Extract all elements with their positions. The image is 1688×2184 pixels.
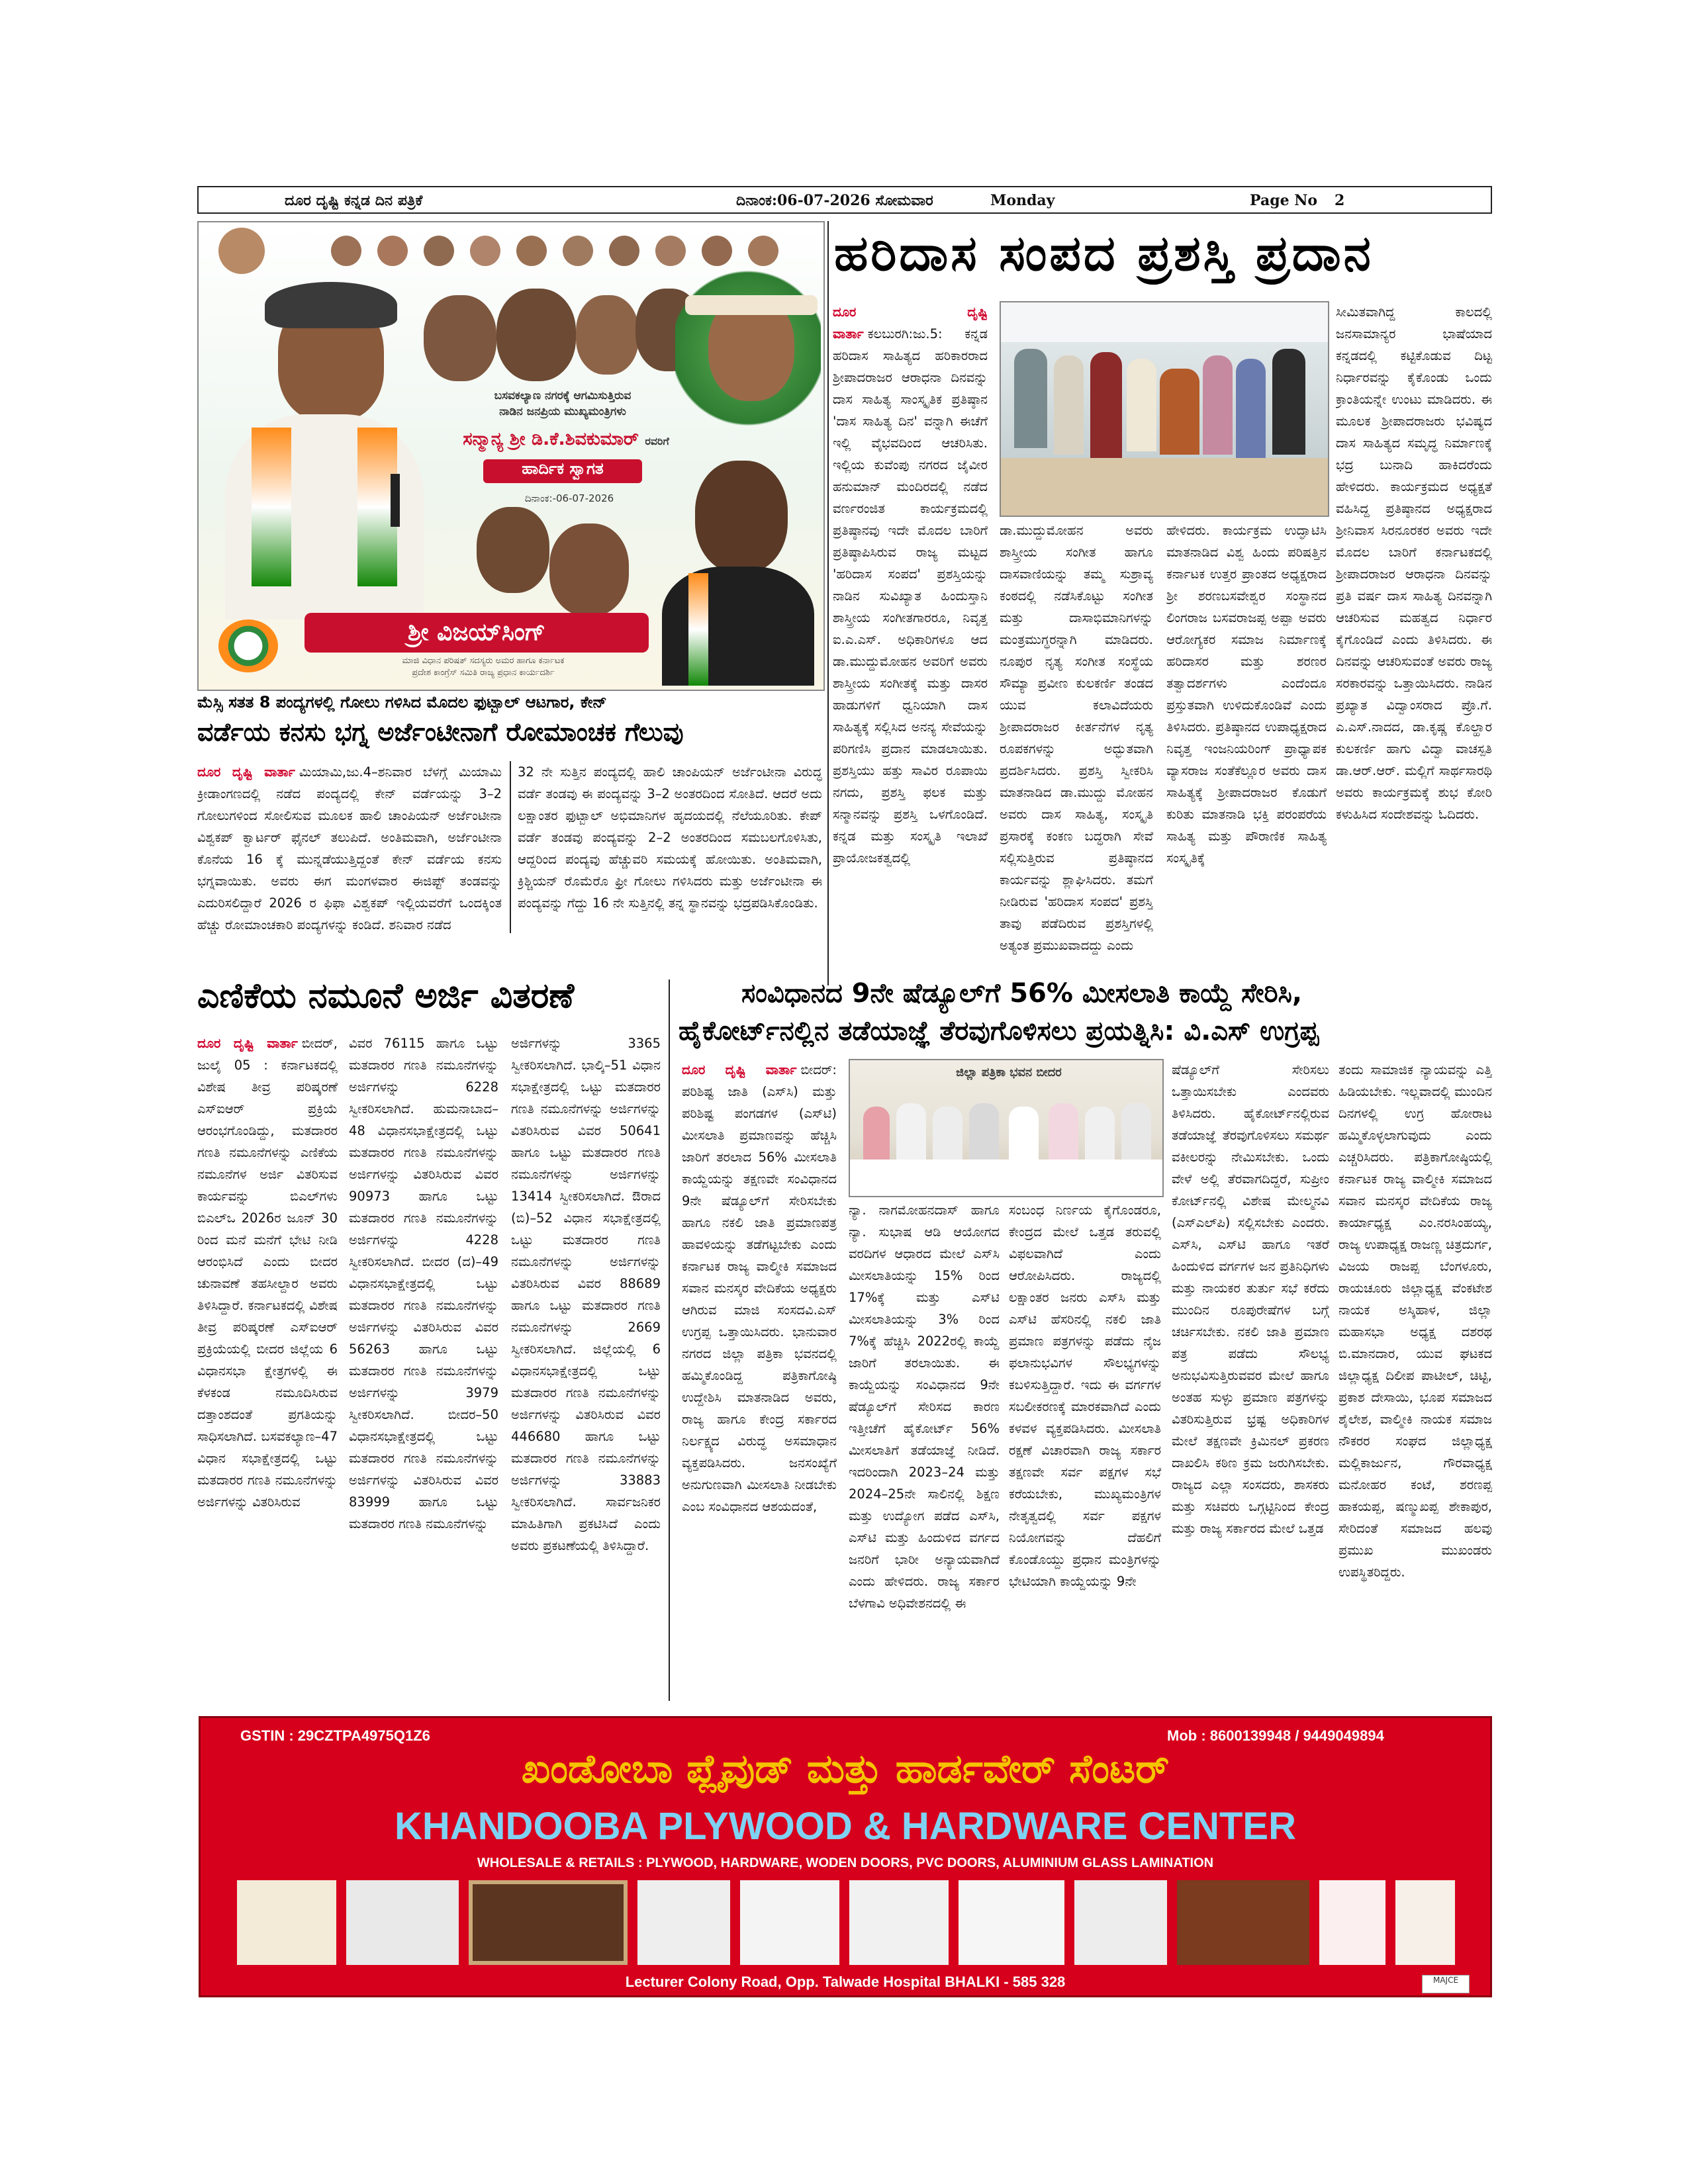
ad-title-kannada: ಖಂಡೋಬಾ ಪ್ಲೈವುಡ್ ಮತ್ತು ಹಾರ್ಡವೇರ್ ಸೆಂಟರ್ <box>521 1746 1170 1792</box>
avatar <box>655 236 686 266</box>
ad-badge: MAJCE <box>1422 1975 1470 1993</box>
avatar <box>609 236 639 266</box>
messi-headline: ವರ್ಡೆಯ ಕನಸು ಭಗ್ನ ಅರ್ಜೆಂಟೀನಾಗೆ ರೋಮಾಂಚಕ ಗೆಲುವು <box>197 717 684 747</box>
poster-host-line-1: ಮಾಜಿ ವಿಧಾನ ಪರಿಷತ್ ಸದಸ್ಯರು ಅಮರ ಹಾಗೂ ಕರ್ನಾಟಕ <box>402 656 565 666</box>
shower-icon <box>1074 1880 1167 1965</box>
page-header <box>197 186 1492 214</box>
leader-thumbnails <box>218 228 814 267</box>
leader-group <box>424 269 702 381</box>
poster-line-2: ನಾಡಿನ ಜನಪ್ರಿಯ ಮುಖ್ಯಮಂತ್ರಿಗಳು <box>499 405 626 418</box>
press-meet-photo <box>849 1059 1164 1197</box>
poster-host-line-2: ಪ್ರದೇಶ ಕಾಂಗ್ರೆಸ್ ಸಮಿತಿ ರಾಜ್ಯ ಪ್ರಧಾನ ಕಾರ್ಯದರ್ಶಿ <box>412 668 555 678</box>
messi-column-1: ದೂರ ದೃಷ್ಟಿ ವಾರ್ತಾ ಮಿಯಾಮಿ,ಜು.4–ಶನಿವಾರ ಬೆಳಗ್ಗೆ ಮಿಯಾಮಿ ಕ್ರೀಡಾಂಗಣದಲ್ಲಿ ನಡೆದ ಪಂದ್ಯದಲ್ಲಿ ಕೇನ್ ವರ್ಡೆಯನ್ನು 3–2 ಗೋಲುಗಳಿಂದ ಸೋಲಿಸುವ ಮೂಲಕ ಹಾಲಿ ಚಾಂಪಿಯನ್ ಅರ್ಜೆಂಟೀನಾ ವಿಶ್ವಕಪ್ ಕ್ವಾರ್ಟರ್ ಫೈನಲ್ ತಲುಪಿದೆ. ಅಂತಿಮವಾಗಿ, ಅರ್ಜೆಂಟೀನಾ ಕೊನೆಯ 16 ಕ್ಕೆ ಮುನ್ನಡೆಯುತ್ತಿದ್ದಂತೆ ಕೇನ್ ವರ್ಡೆಯ ಕನಸು ಭಗ್ನವಾಯಿತು. ಅವರು ಈಗ ಮಂಗಳವಾರ ಈಜಿಪ್ಟ್ ತಂಡವನ್ನು ಎದುರಿಸಲಿದ್ದಾರೆ 2026 ರ ಫಿಫಾ ವಿಶ್ವಕಪ್ ಇಲ್ಲಿಯವರೆಗೆ ಒಂದಕ್ಕಿಂತ ಹೆಚ್ಚು ರೋಮಾಂಚಕಾರಿ ಪಂದ್ಯಗಳನ್ನು ಕಂಡಿದೆ. ಶನಿವಾರ ನಡೆದ <box>197 764 502 933</box>
census-headline: ಎಣಿಕೆಯ ನಮೂನೆ ಅರ್ಜಿ ವಿತರಣೆ <box>197 976 575 1016</box>
census-column-3: ಅರ್ಜಿಗಳನ್ನು 3365 ಸ್ವೀಕರಿಸಲಾಗಿದೆ. ಭಾಲ್ಕಿ–51 ವಿಧಾನ ಸಭಾಕ್ಷೇತ್ರದಲ್ಲಿ ಒಟ್ಟು ಮತದಾರರ ಗಣತಿ ನಮೂನೆಗಳನ್ನು ಅರ್ಜಿಗಳನ್ನು ವಿತರಿಸಿರುವ ವಿವರ 50641 ಹಾಗೂ ಒಟ್ಟು ಮತದಾರರ ಗಣತಿ ನಮೂನೆಗಳನ್ನು ಅರ್ಜಿಗಳನ್ನು 13414 ಸ್ವೀಕರಿಸಲಾಗಿದೆ. ಔರಾದ (ಬಿ)–52 ವಿಧಾನ ಸಭಾಕ್ಷೇತ್ರದಲ್ಲಿ ಒಟ್ಟು ಮತದಾರರ ಗಣತಿ ನಮೂನೆಗಳನ್ನು ಅರ್ಜಿಗಳನ್ನು ವಿತರಿಸಿರುವ ವಿವರ 88689 ಹಾಗೂ ಒಟ್ಟು ಮತದಾರರ ಗಣತಿ ನಮೂನೆಗಳನ್ನು 2669 ಸ್ವೀಕರಿಸಲಾಗಿದೆ. ಜಿಲ್ಲೆಯಲ್ಲಿ 6 ವಿಧಾನಸಭಾಕ್ಷೇತ್ರದಲ್ಲಿ ಒಟ್ಟು ಮತದಾರರ ಗಣತಿ ನಮೂನೆಗಳನ್ನು ಅರ್ಜಿಗಳನ್ನು ವಿತರಿಸಿರುವ ವಿವರ 446680 ಹಾಗೂ ಒಟ್ಟು ಮತದಾರರ ಗಣತಿ ನಮೂನೆಗಳನ್ನು ಅರ್ಜಿಗಳನ್ನು 33883 ಸ್ವೀಕರಿಸಲಾಗಿದೆ. ಸಾರ್ವಜನಿಕರ ಮಾಹಿತಿಗಾಗಿ ಪ್ರಕಟಿಸಿದೆ ಎಂದು ಅವರು ಪ್ರಕಟಣೆಯಲ್ಲಿ ತಿಳಿಸಿದ್ದಾರೆ. <box>511 1036 661 1553</box>
avatar <box>424 236 454 266</box>
avatar <box>377 236 408 266</box>
poster-welcome: ಹಾರ್ದಿಕ ಸ್ವಾಗತ <box>483 459 642 483</box>
press-hall-sign: ಜಿಲ್ಲಾ ಪತ್ರಿಕಾ ಭವನ ಬೀದರ <box>956 1066 1062 1079</box>
messi-kicker: ಮೆಸ್ಸಿ ಸತತ 8 ಪಂದ್ಯಗಳಲ್ಲಿ ಗೋಲು ಗಳಿಸಿದ ಮೊದಲ ಫುಟ್ಬಾಲ್ ಆಟಗಾರ, ಕೇನ್ <box>197 693 607 711</box>
award-ceremony-photo <box>1000 301 1329 517</box>
poster-name-suffix: ರವರಿಗೆ <box>645 435 669 447</box>
avatar <box>702 236 732 266</box>
poster-host-name: ಶ್ರೀ ವಿಜಯ್‌ಸಿಂಗ್ <box>305 613 649 653</box>
paper-name: ದೂರ ದೃಷ್ಟಿ ಕನ್ನಡ ದಿನ ಪತ್ರಿಕೆ <box>285 192 423 209</box>
byline: ದೂರ ದೃಷ್ಟಿ ವಾರ್ತಾ <box>197 1036 298 1051</box>
host-portrait <box>662 447 814 686</box>
page-no-label: Page No <box>1250 192 1318 209</box>
haridasa-column-3: ಹೇಳಿದರು. ಕಾರ್ಯಕ್ರಮ ಉದ್ಘಾಟಿಸಿ ಮಾತನಾಡಿದ ವಿಶ್ವ ಹಿಂದು ಪರಿಷತ್ತಿನ ಕರ್ನಾಟಕ ಉತ್ತರ ಪ್ರಾಂತದ ಅಧ್ಯಕ್ಷರಾದ ಶ್ರೀ ಶರಣಬಸವೇಶ್ವರ ಸಂಸ್ಥಾನದ ಲಿಂಗರಾಜ ಬಸವರಾಜಪ್ಪ ಅಪ್ಪಾ ಅವರು ಆರೋಗ್ಯಕರ ಸಮಾಜ ನಿರ್ಮಾಣಕ್ಕೆ ಹರಿದಾಸರ ಮತ್ತು ಶರಣರ ತತ್ವಾದರ್ಶಗಳು ಎಂದೆಂದೂ ಪ್ರಸ್ತುತವಾಗಿ ಉಳಿದುಕೊಂಡಿವೆ ಎಂದು ತಿಳಿಸಿದರು. ಪ್ರತಿಷ್ಠಾನದ ಉಪಾಧ್ಯಕ್ಷರಾದ ನಿವೃತ್ತ ಇಂಜನಿಯರಿಂಗ್ ಪ್ರಾಧ್ಯಾಪಕ ವ್ಯಾಸರಾಜ ಸಂತೆಕೆಲ್ಲೂರ ಅವರು ದಾಸ ಸಾಹಿತ್ಯಕ್ಕೆ ಶ್ರೀಪಾದರಾಜರ ಕೊಡುಗೆ ಕುರಿತು ಮಾತನಾಡಿ ಭಕ್ತಿ ಪರಂಪರೆಯ ಸಾಹಿತ್ಯ ಮತ್ತು ಪೌರಾಣಿಕ ಸಾಹಿತ್ಯ ಸಂಸ್ಕೃತಿಕ್ಕೆ <box>1166 523 1327 866</box>
window-icon <box>469 1880 628 1965</box>
haridasa-column-4: ಸೀಮಿತವಾಗಿದ್ದ ಕಾಲದಲ್ಲಿ ಜನಸಾಮಾನ್ಯರ ಭಾಷೆಯಾದ ಕನ್ನಡದಲ್ಲಿ ಕಟ್ಟಿಕೊಡುವ ದಿಟ್ಟ ನಿರ್ಧಾರವನ್ನು ಕೈಕೊಂಡು ಒಂದು ಕ್ರಾಂತಿಯನ್ನೇ ಉಂಟು ಮಾಡಿದರು. ಈ ಮೂಲಕ ಶ್ರೀಪಾದರಾಜರು ಭವಿಷ್ಯದ ದಾಸ ಸಾಹಿತ್ಯದ ಸಮೃದ್ಧ ನಿರ್ಮಾಣಕ್ಕೆ ಭದ್ರ ಬುನಾದಿ ಹಾಕಿದರೆಂದು ಹೇಳಿದರು. ಕಾರ್ಯಕ್ರಮದ ಅಧ್ಯಕ್ಷತೆ ವಹಿಸಿದ್ದ ಪ್ರತಿಷ್ಠಾನದ ಅಧ್ಯಕ್ಷರಾದ ಶ್ರೀನಿವಾಸ ಸಿರನೂರಕರ ಅವರು ಇದೇ ಮೊದಲ ಬಾರಿಗೆ ಕರ್ನಾಟಕದಲ್ಲಿ ಶ್ರೀಪಾದರಾಜರ ಆರಾಧನಾ ದಿನವನ್ನು ಪ್ರತಿ ವರ್ಷ ದಾಸ ಸಾಹಿತ್ಯ ದಿನವನ್ನಾಗಿ ಆಚರಿಸುವ ಮಹತ್ವದ ನಿರ್ಧಾರ ಕೈಗೊಂಡಿದೆ ಎಂದು ತಿಳಿಸಿದರು. ಈ ದಿನವನ್ನು ಆಚರಿಸುವಂತೆ ಅವರು ರಾಜ್ಯ ಸರಕಾರವನ್ನು ಒತ್ತಾಯಿಸಿದರು. ನಾಡಿನ ಪ್ರಖ್ಯಾತ ವಿದ್ವಾಂಸರಾದ ಪ್ರೊ.ಗೆ. ಎ.ಎಸ್.ನಾದದ, ಡಾ.ಕೃಷ್ಣ ಕೊಲ್ಹಾರ ಕುಲಕರ್ಣಿ ಹಾಗು ವಿದ್ವಾ ವಾಚಸ್ಪತಿ ಡಾ.ಆರ್.ಆರ್. ಮಲ್ಲಿಗೆ ಸಾರ್ಥಸಾರಥಿ ಅವರು ಕಾರ್ಯಕ್ರಮಕ್ಕೆ ಶುಭ ಕೋರಿ ಕಳುಹಿಸಿದ ಸಂದೇಶವನ್ನು ಓದಿದರು. <box>1336 304 1492 822</box>
leader-portrait <box>477 507 549 593</box>
haridasa-headline: ಹರಿದಾಸ ಸಂಪದ ಪ್ರಶಸ್ತಿ ಪ್ರದಾನ <box>834 225 1374 282</box>
ad-mobile: Mob : 8600139948 / 9449049894 <box>1167 1727 1384 1744</box>
date-line: ದಿನಾಂಕ:06-07-2026 ಸೋಮವಾರ <box>736 192 933 209</box>
advertisement <box>199 1716 1492 1997</box>
byline: ದೂರ ದೃಷ್ಟಿ ವಾರ್ತಾ <box>682 1062 797 1077</box>
microphone-icon <box>391 474 400 527</box>
messi-column-2: 32 ನೇ ಸುತ್ತಿನ ಪಂದ್ಯದಲ್ಲಿ ಹಾಲಿ ಚಾಂಪಿಯನ್ ಅರ್ಜೆಂಟೀನಾ ವಿರುದ್ಧ ವರ್ಡೆ ತಂಡವು ಈ ಪಂದ್ಯವನ್ನು 3–2 ಅಂತರದಿಂದ ಸೋತಿದೆ. ಆದರೆ ಅದು ಲಕ್ಷಾಂತರ ಫುಟ್ಬಾಲ್ ಅಭಿಮಾನಿಗಳ ಹೃದಯದಲ್ಲಿ ನೆಲೆಯೂರಿತು. ಕೇಪ್ ವರ್ಡೆ ತಂಡವು ಪಂದ್ಯವನ್ನು 2–2 ಅಂತರದಿಂದ ಸಮಬಲಗೊಳಿಸಿತು, ಆದ್ದರಿಂದ ಪಂದ್ಯವು ಹೆಚ್ಚುವರಿ ಸಮಯಕ್ಕೆ ಹೋಯಿತು. ಅಂತಿಮವಾಗಿ, ಕ್ರಿಶ್ಚಿಯನ್ ರೊಮೆರೊ ಫ್ರೀ ಗೋಲು ಗಳಿಸಿದರು ಮತ್ತು ಅರ್ಜೆಂಟೀನಾ ಈ ಪಂದ್ಯವನ್ನು ಗೆದ್ದು 16 ನೇ ಸುತ್ತಿನಲ್ಲಿ ತನ್ನ ಸ್ಥಾನವನ್ನು ಭದ್ರಪಡಿಸಿಕೊಂಡಿತು. <box>518 764 822 911</box>
schedule-column-5: ತಂದು ಸಾಮಾಜಿಕ ನ್ಯಾಯವನ್ನು ಎತ್ತಿ ಹಿಡಿಯಬೇಕು. ಇಲ್ಲವಾದಲ್ಲಿ ಮುಂದಿನ ದಿನಗಳಲ್ಲಿ ಉಗ್ರ ಹೋರಾಟ ಹಮ್ಮಿಕೊಳ್ಳಲಾಗುವುದು ಎಂದು ಎಚ್ಚರಿಸಿದರು. ಪತ್ರಿಕಾಗೋಷ್ಠಿಯಲ್ಲಿ ಕರ್ನಾಟಕ ರಾಜ್ಯ ವಾಲ್ಮೀಕಿ ಸಮಾಜದ ಸವಾನ ಮನಸ್ಕರ ವೇದಿಕೆಯ ರಾಜ್ಯ ಕಾರ್ಯಾಧ್ಯಕ್ಷ ಎಂ.ನರಸಿಂಹಯ್ಯ, ರಾಜ್ಯ ಉಪಾಧ್ಯಕ್ಷ ರಾಜಣ್ಣ ಚಿತ್ರದುರ್ಗ, ವಿಜಯ ರಾಜಪ್ಪ ಬೆಂಗಳೂರು, ರಾಯಚೂರು ಜಿಲ್ಲಾಧ್ಯಕ್ಷ ವೆಂಕಟೇಶ ನಾಯಕ ಅಸ್ಕಿಹಾಳ, ಜಿಲ್ಲಾ ಮಹಾಸಭಾ ಅಧ್ಯಕ್ಷ ದಶರಥ ಬಿ.ಮಾನದಾರ, ಯುವ ಘಟಕದ ಜಿಲ್ಲಾಧ್ಯಕ್ಷ ದಿಲೀಪ ಪಾಟೀಲ್, ಚಿಟ್ಟಿ, ಪ್ರಕಾಶ ದೇಸಾಯಿ, ಭೂಪ ಸಮಾಜದ ಶೈಲೇಶ, ವಾಲ್ಮೀಕಿ ನಾಯಕ ಸಮಾಜ ನೌಕರರ ಸಂಘದ ಜಿಲ್ಲಾಧ್ಯಕ್ಷ ಮಲ್ಲಿಕಾರ್ಜುನ, ಗೌರವಾಧ್ಯಕ್ಷ ಮನೋಹರ ಕಂಟೆ, ಶರಣಪ್ಪ ಹಾಕಯಪ್ಪ, ಷಣ್ಮುಖಪ್ಪ ಶೇಕಾಪುರ, ಸೇರಿದಂತೆ ಸಮಾಜದ ಹಲವು ಪ್ರಮುಖ ಮುಖಂಡರು ಉಪಸ್ಥಿತರಿದ್ದರು. <box>1338 1062 1492 1580</box>
schedule-column-3: ಸಂಬಂಧ ನಿರ್ಣಯ ಕೈಗೊಂಡರೂ, ಕೇಂದ್ರದ ಮೇಲೆ ಒತ್ತಡ ತರುವಲ್ಲಿ ವಿಫಲವಾಗಿದೆ ಎಂದು ಆರೋಪಿಸಿದರು. ರಾಜ್ಯದಲ್ಲಿ ಲಕ್ಷಾಂತರ ಜನರು ಎಸ್‌ಸಿ ಮತ್ತು ಎಸ್‌ಟಿ ಹೆಸರಿನಲ್ಲಿ ನಕಲಿ ಜಾತಿ ಪ್ರಮಾಣ ಪತ್ರಗಳನ್ನು ಪಡೆದು ನೈಜ ಫಲಾನುಭವಿಗಳ ಸೌಲಭ್ಯಗಳನ್ನು ಕಬಳಿಸುತ್ತಿದ್ದಾರೆ. ಇದು ಈ ವರ್ಗಗಳ ಸಬಲೀಕರಣಕ್ಕೆ ಮಾರಕವಾಗಿದೆ ಎಂದು ಕಳವಳ ವ್ಯಕ್ತಪಡಿಸಿದರು. ಮೀಸಲಾತಿ ರಕ್ಷಣೆ ವಿಚಾರವಾಗಿ ರಾಜ್ಯ ಸರ್ಕಾರ ತಕ್ಷಣವೇ ಸರ್ವ ಪಕ್ಷಗಳ ಸಭೆ ಕರೆಯಬೇಕು, ಮುಖ್ಯಮಂತ್ರಿಗಳ ನೇತೃತ್ವದಲ್ಲಿ ಸರ್ವ ಪಕ್ಷಗಳ ನಿಯೋಗವನ್ನು ದೆಹಲಿಗೆ ಕೊಂಡೊಯ್ದು ಪ್ರಧಾನ ಮಂತ್ರಿಗಳನ್ನು ಭೇಟಿಯಾಗಿ ಕಾಯ್ದೆಯನ್ನು 9ನೇ <box>1009 1203 1161 1589</box>
poster-date: ದಿನಾಂಕ:-06-07-2026 <box>524 492 614 504</box>
schedule-headline-2: ಹೈಕೋರ್ಟ್‌ನಲ್ಲಿನ ತಡೆಯಾಜ್ಞೆ ತೆರವುಗೊಳಿಸಲು ಪ್ರಯತ್ನಿಸಿ: ವಿ.ಎಸ್ ಉಗ್ರಪ್ಪ <box>679 1016 1319 1046</box>
bath-fittings-icon <box>959 1880 1064 1965</box>
haridasa-column-2: ಡಾ.ಮುದ್ದುಮೋಹನ ಅವರು ಶಾಸ್ತ್ರೀಯ ಸಂಗೀತ ಹಾಗೂ ದಾಸವಾಣಿಯನ್ನು ತಮ್ಮ ಸುಶ್ರಾವ್ಯ ಕಂಠದಲ್ಲಿ ನಡೆಸಿಕೊಟ್ಟು ಸಂಗೀತ ಮತ್ತು ದಾಸಾಭಿಮಾನಿಗಳನ್ನು ಮಂತ್ರಮುಗ್ಧರನ್ನಾಗಿ ಮಾಡಿದರು. ನೂಪುರ ನೃತ್ಯ ಸಂಗೀತ ಸಂಸ್ಥೆಯ ಸೌಮ್ಯಾ ಪ್ರವೀಣ ಕುಲಕರ್ಣಿ ತಂಡದ ಯುವ ಕಲಾವಿದೆಯರು ಶ್ರೀಪಾದರಾಜರ ಕೀರ್ತನೆಗಳ ನೃತ್ಯ ರೂಪಕಗಳನ್ನು ಅದ್ಭುತವಾಗಿ ಪ್ರದರ್ಶಿಸಿದರು. ಪ್ರಶಸ್ತಿ ಸ್ವೀಕರಿಸಿ ಮಾತನಾಡಿದ ಡಾ.ಮುದ್ದು ಮೋಹನ ಅವರು ದಾಸ ಸಾಹಿತ್ಯ, ಸಂಸ್ಕೃತಿ ಪ್ರಸಾರಕ್ಕೆ ಕಂಕಣ ಬದ್ಧರಾಗಿ ಸೇವೆ ಸಲ್ಲಿಸುತ್ತಿರುವ ಪ್ರತಿಷ್ಠಾನದ ಕಾರ್ಯವನ್ನು ಶ್ಲಾಘಿಸಿದರು. ತಮಗೆ ನೀಡಿರುವ 'ಹರಿದಾಸ ಸಂಪದ' ಪ್ರಶಸ್ತಿ ತಾವು ಪಡೆದಿರುವ ಪ್ರಶಸ್ತಿಗಳಲ್ಲಿ ಅತ್ಯಂತ ಪ್ರಮುಖವಾದದ್ದು ಎಂದು <box>1000 523 1153 953</box>
door-lock-icon <box>637 1880 730 1965</box>
leader-portrait <box>549 523 629 616</box>
schedule-column-1: ದೂರ ದೃಷ್ಟಿ ವಾರ್ತಾ ಬೀದರ್: ಪರಿಶಿಷ್ಟ ಜಾತಿ (ಎಸ್‌ಸಿ) ಮತ್ತು ಪರಿಶಿಷ್ಟ ಪಂಗಡಗಳ (ಎಸ್‌ಟಿ) ಮೀಸಲಾತಿ ಪ್ರಮಾಣವನ್ನು ಹೆಚ್ಚಿಸಿ ಜಾರಿಗೆ ತರಲಾದ 56% ಮೀಸಲಾತಿ ಕಾಯ್ದೆಯನ್ನು ತಕ್ಷಣವೇ ಸಂವಿಧಾನದ 9ನೇ ಷೆಡ್ಯೂಲ್‌ಗೆ ಸೇರಿಸಬೇಕು ಹಾಗೂ ನಕಲಿ ಜಾತಿ ಪ್ರಮಾಣಪತ್ರ ಹಾವಳಿಯನ್ನು ತಡೆಗಟ್ಟಬೇಕು ಎಂದು ಕರ್ನಾಟಕ ರಾಜ್ಯ ವಾಲ್ಮೀಕಿ ಸಮಾಜದ ಸವಾನ ಮನಸ್ಕರ ವೇದಿಕೆಯ ಅಧ್ಯಕ್ಷರು ಆಗಿರುವ ಮಾಜಿ ಸಂಸದವಿ.ಎಸ್ ಉಗ್ರಪ್ಪ ಒತ್ತಾಯಿಸಿದರು. ಭಾನುವಾರ ನಗರದ ಜಿಲ್ಲಾ ಪತ್ರಿಕಾ ಭವನದಲ್ಲಿ ಹಮ್ಮಿಕೊಂಡಿದ್ದ ಪತ್ರಿಕಾಗೋಷ್ಠಿ ಉದ್ದೇಶಿಸಿ ಮಾತನಾಡಿದ ಅವರು, ರಾಜ್ಯ ಹಾಗೂ ಕೇಂದ್ರ ಸರ್ಕಾರದ ನಿರ್ಲಕ್ಷ್ಯದ ವಿರುದ್ಧ ಅಸಮಾಧಾನ ವ್ಯಕ್ತಪಡಿಸಿದರು. ಜನಸಂಖ್ಯೆಗೆ ಅನುಗುಣವಾಗಿ ಮೀಸಲಾತಿ ನೀಡಬೇಕು ಎಂಬ ಸಂವಿಧಾನದ ಆಶಯದಂತೆ, <box>682 1062 837 1514</box>
ad-subtitle: WHOLESALE & RETAILS : PLYWOOD, HARDWARE, WODEN DOORS, PVC DOORS, ALUMINIUM GLASS LAMINATION <box>477 1856 1214 1870</box>
weekday: Monday <box>990 192 1055 209</box>
poster-line-1: ಬಸವಕಲ್ಯಾಣ ನಗರಕ್ಕೆ ಆಗಮಿಸುತ್ತಿರುವ <box>494 389 632 402</box>
section-divider <box>827 221 829 985</box>
haridasa-column-1: ದೂರ ದೃಷ್ಟಿ ವಾರ್ತಾ ಕಲಬುರಗಿ:ಜು.5: ಕನ್ನಡ ಹರಿದಾಸ ಸಾಹಿತ್ಯದ ಹರಿಕಾರರಾದ ಶ್ರೀಪಾದರಾಜರ ಆರಾಧನಾ ದಿನವನ್ನು ದಾಸ ಸಾಹಿತ್ಯ ಸಾಂಸ್ಕೃತಿಕ ಪ್ರತಿಷ್ಠಾನ 'ದಾಸ ಸಾಹಿತ್ಯ ದಿನ' ವನ್ನಾಗಿ ಈಚೆಗೆ ಇಲ್ಲಿ ವೈಭವದಿಂದ ಆಚರಿಸಿತು. ಇಲ್ಲಿಯ ಕುವೆಂಪು ನಗರದ ಜೈವೀರ ಹನುಮಾನ್ ಮಂದಿರದಲ್ಲಿ ನಡೆದ ವರ್ಣರಂಜಿತ ಕಾರ್ಯಕ್ರಮದಲ್ಲಿ ಪ್ರತಿಷ್ಠಾನವು ಇದೇ ಮೊದಲ ಬಾರಿಗೆ ಪ್ರತಿಷ್ಠಾಪಿಸಿರುವ ರಾಜ್ಯ ಮಟ್ಟದ 'ಹರಿದಾಸ ಸಂಪದ' ಪ್ರಶಸ್ತಿಯನ್ನು ನಾಡಿನ ಸುವಿಖ್ಯಾತ ಹಿಂದುಸ್ತಾನಿ ಶಾಸ್ತ್ರೀಯ ಸಂಗೀತಗಾರರೂ, ನಿವೃತ್ತ ಐ.ಎ.ಎಸ್. ಅಧಿಕಾರಿಗಳೂ ಆದ ಡಾ.ಮುದ್ದುಮೋಹನ ಅವರಿಗೆ ಅವರು ಶಾಸ್ತ್ರೀಯ ಸಂಗೀತಕ್ಕೆ ಮತ್ತು ದಾಸರ ಹಾಡುಗಳಿಗೆ ಧ್ವನಿಯಾಗಿ ದಾಸ ಸಾಹಿತ್ಯಕ್ಕೆ ಸಲ್ಲಿಸಿದ ಅನನ್ಯ ಸೇವೆಯನ್ನು ಪರಿಗಣಿಸಿ ಪ್ರದಾನ ಮಾಡಲಾಯಿತು. ಪ್ರಶಸ್ತಿಯು ಹತ್ತು ಸಾವಿರ ರೂಪಾಯಿ ನಗದು, ಪ್ರಶಸ್ತಿ ಫಲಕ ಮತ್ತು ಸನ್ಮಾನವನ್ನು ಪ್ರಶಸ್ತಿ ಒಳಗೊಂಡಿದೆ. ಕನ್ನಡ ಮತ್ತು ಸಂಸ್ಕೃತಿ ಇಲಾಖೆ ಪ್ರಾಯೋಜಕತ್ವದಲ್ಲಿ <box>833 304 988 866</box>
ad-address: Lecturer Colony Road, Opp. Talwade Hospital BHALKI - 585 328 <box>625 1974 1066 1990</box>
avatar <box>563 236 593 266</box>
ad-gstin: GSTIN : 29CZTPA4975Q1Z6 <box>240 1727 430 1744</box>
avatar <box>218 228 265 274</box>
hinges-icon <box>237 1880 336 1965</box>
towel-rack-icon <box>849 1880 949 1965</box>
byline: ದೂರ ದೃಷ್ಟಿ ವಾರ್ತಾ <box>833 304 988 341</box>
avatar <box>331 236 361 266</box>
schedule-column-2: ನ್ಯಾ. ನಾಗಮೋಹನದಾಸ್ ಹಾಗೂ ನ್ಯಾ. ಸುಭಾಷ ಆಡಿ ಆಯೋಗದ ವರದಿಗಳ ಆಧಾರದ ಮೇಲೆ ಎಸ್‌ಸಿ ಮೀಸಲಾತಿಯನ್ನು 15% ರಿಂದ 17%ಕ್ಕೆ ಮತ್ತು ಎಸ್‌ಟಿ ಮೀಸಲಾತಿಯನ್ನು 3% ರಿಂದ 7%ಕ್ಕೆ ಹೆಚ್ಚಿಸಿ 2022ರಲ್ಲಿ ಕಾಯ್ದೆ ಜಾರಿಗೆ ತರಲಾಯಿತು. ಈ ಕಾಯ್ದೆಯನ್ನು ಸಂವಿಧಾನದ 9ನೇ ಷೆಡ್ಯೂಲ್‌ಗೆ ಸೇರಿಸದ ಕಾರಣ ಇತ್ತೀಚೆಗೆ ಹೈಕೋರ್ಟ್ 56% ಮೀಸಲಾತಿಗೆ ತಡೆಯಾಜ್ಞೆ ನೀಡಿದೆ. ಇದರಿಂದಾಗಿ 2023–24 ಮತ್ತು 2024–25ನೇ ಸಾಲಿನಲ್ಲಿ ಶಿಕ್ಷಣ ಮತ್ತು ಉದ್ಯೋಗ ಪಡೆದ ಎಸ್‌ಸಿ, ಎಸ್‌ಟಿ ಮತ್ತು ಹಿಂದುಳಿದ ವರ್ಗದ ಜನರಿಗೆ ಭಾರೀ ಅನ್ಯಾಯವಾಗಿದೆ ಎಂದು ಹೇಳಿದರು. ರಾಜ್ಯ ಸರ್ಕಾರ ಬೆಳಗಾವಿ ಅಧಿವೇಶನದಲ್ಲಿ ಈ <box>849 1203 1000 1611</box>
avatar <box>748 236 778 266</box>
chief-minister-portrait <box>225 275 424 619</box>
laminated-door-icon <box>1395 1880 1455 1965</box>
section-divider <box>669 979 670 1701</box>
byline: ದೂರ ದೃಷ್ಟಿ ವಾರ್ತಾ <box>197 764 295 780</box>
avatar <box>470 236 500 266</box>
poster-cm-name: ಸನ್ಮಾನ್ಯ ಶ್ರೀ ಡಿ.ಕೆ.ಶಿವಕುಮಾರ್ <box>463 429 639 449</box>
page-number: 2 <box>1335 192 1345 209</box>
wooden-door-icon <box>1177 1880 1309 1965</box>
schedule-headline-1: ಸಂವಿಧಾನದ 9ನೇ ಷೆಡ್ಯೂಲ್‌ಗೆ 56% ಮೀಸಲಾತಿ ಕಾಯ್ದೆ ಸೇರಿಸಿ, <box>741 978 1303 1009</box>
column-divider <box>510 761 511 933</box>
congress-logo <box>218 619 278 672</box>
census-column-2: ವಿವರ 76115 ಹಾಗೂ ಒಟ್ಟು ಮತದಾರರ ಗಣತಿ ನಮೂನೆಗಳನ್ನು ಅರ್ಜಿಗಳನ್ನು 6228 ಸ್ವೀಕರಿಸಲಾಗಿದೆ. ಹುಮನಾಬಾದ–48 ವಿಧಾನಸಭಾಕ್ಷೇತ್ರದಲ್ಲಿ ಒಟ್ಟು ಮತದಾರರ ಗಣತಿ ನಮೂನೆಗಳನ್ನು ಅರ್ಜಿಗಳನ್ನು ವಿತರಿಸಿರುವ ವಿವರ 90973 ಹಾಗೂ ಒಟ್ಟು ಮತದಾರರ ಗಣತಿ ನಮೂನೆಗಳನ್ನು ಅರ್ಜಿಗಳನ್ನು 4228 ಸ್ವೀಕರಿಸಲಾಗಿದೆ. ಬೀದರ (ದ)–49 ವಿಧಾನಸಭಾಕ್ಷೇತ್ರದಲ್ಲಿ ಒಟ್ಟು ಮತದಾರರ ಗಣತಿ ನಮೂನೆಗಳನ್ನು ಅರ್ಜಿಗಳನ್ನು ವಿತರಿಸಿರುವ ವಿವರ 56263 ಹಾಗೂ ಒಟ್ಟು ಮತದಾರರ ಗಣತಿ ನಮೂನೆಗಳನ್ನು ಅರ್ಜಿಗಳನ್ನು 3979 ಸ್ವೀಕರಿಸಲಾಗಿದೆ. ಬೀದರ–50 ವಿಧಾನಸಭಾಕ್ಷೇತ್ರದಲ್ಲಿ ಒಟ್ಟು ಮತದಾರರ ಗಣತಿ ನಮೂನೆಗಳನ್ನು ಅರ್ಜಿಗಳನ್ನು ವಿತರಿಸಿರುವ ವಿವರ 83999 ಹಾಗೂ ಒಟ್ಟು ಮತದಾರರ ಗಣತಿ ನಮೂನೆಗಳನ್ನು <box>349 1036 498 1531</box>
welcome-poster <box>197 221 825 691</box>
census-column-1: ದೂರ ದೃಷ್ಟಿ ವಾರ್ತಾ ಬೀದರ್, ಜುಲೈ 05 : ಕರ್ನಾಟಕದಲ್ಲಿ ವಿಶೇಷ ತೀವ್ರ ಪರಿಷ್ಕರಣೆ ಎಸ್‌ಐಆರ್ ಪ್ರಕ್ರಿಯೆ ಆರಂಭಗೊಂಡಿದ್ದು, ಮತದಾರರ ಗಣತಿ ನಮೂನೆಗಳನ್ನು ಎಣಿಕೆಯ ನಮೂನೆಗಳ ಅರ್ಜಿ ವಿತರಿಸುವ ಕಾರ್ಯವನ್ನು ಬಿಎಲ್‌ಗಳು ಬಿಎಲ್ಒ 2026ರ ಜೂನ್ 30 ರಿಂದ ಮನೆ ಮನೆಗೆ ಭೇಟಿ ನೀಡಿ ಆರಂಭಿಸಿದೆ ಎಂದು ಬೀದರ ಚುನಾವಣೆ ತಹಸೀಲ್ದಾರ ಅವರು ತಿಳಿಸಿದ್ದಾರೆ. ಕರ್ನಾಟಕದಲ್ಲಿ ವಿಶೇಷ ತೀವ್ರ ಪರಿಷ್ಕರಣೆ ಎಸ್‌ಐಆರ್ ಪ್ರಕ್ರಿಯೆಯಲ್ಲಿ ಬೀದರ ಜಿಲ್ಲೆಯ 6 ವಿಧಾನಸಭಾ ಕ್ಷೇತ್ರಗಳಲ್ಲಿ ಈ ಕೆಳಕಂಡ ನಮೂದಿಸಿರುವ ದತ್ತಾಂಶದಂತೆ ಪ್ರಗತಿಯನ್ನು ಸಾಧಿಸಲಾಗಿದೆ. ಬಸವಕಲ್ಯಾಣ–47 ವಿಧಾನ ಸಭಾಕ್ಷೇತ್ರದಲ್ಲಿ ಒಟ್ಟು ಮತದಾರರ ಗಣತಿ ನಮೂನೆಗಳನ್ನು ಅರ್ಜಿಗಳನ್ನು ವಿತರಿಸಿರುವ <box>197 1036 338 1510</box>
handles-icon <box>346 1880 459 1965</box>
pvc-door-icon <box>1319 1880 1385 1965</box>
avatar <box>516 236 547 266</box>
schedule-column-4: ಷೆಡ್ಯೂಲ್‌ಗೆ ಸೇರಿಸಲು ಒತ್ತಾಯಿಸಬೇಕು ಎಂದವರು ತಿಳಿಸಿದರು. ಹೈಕೋರ್ಟ್‌ನಲ್ಲಿರುವ ತಡೆಯಾಜ್ಞೆ ತೆರವುಗೊಳಿಸಲು ಸಮರ್ಥ ವಕೀಲರನ್ನು ನೇಮಿಸಬೇಕು. ಒಂದು ವೇಳೆ ಅಲ್ಲಿ ತೆರವಾಗದಿದ್ದರೆ, ಸುಪ್ರೀಂ ಕೋರ್ಟ್‌ನಲ್ಲಿ ವಿಶೇಷ ಮೇಲ್ಮನವಿ (ಎಸ್‌ಎಲ್‌ಪಿ) ಸಲ್ಲಿಸಬೇಕು ಎಂದರು. ಎಸ್‌ಸಿ, ಎಸ್‌ಟಿ ಹಾಗೂ ಇತರೆ ಹಿಂದುಳಿದ ವರ್ಗಗಳ ಜನ ಪ್ರತಿನಿಧಿಗಳು ಮತ್ತು ನಾಯಕರ ತುರ್ತು ಸಭೆ ಕರೆದು ಮುಂದಿನ ರೂಪುರೇಷೆಗಳ ಬಗ್ಗೆ ಚರ್ಚಿಸಬೇಕು. ನಕಲಿ ಜಾತಿ ಪ್ರಮಾಣ ಪತ್ರ ಪಡೆದು ಸೌಲಭ್ಯ ಅನುಭವಿಸುತ್ತಿರುವವರ ಮೇಲೆ ಹಾಗೂ ಅಂತಹ ಸುಳ್ಳು ಪ್ರಮಾಣ ಪತ್ರಗಳನ್ನು ವಿತರಿಸುತ್ತಿರುವ ಭ್ರಷ್ಟ ಅಧಿಕಾರಿಗಳ ಮೇಲೆ ತಕ್ಷಣವೇ ಕ್ರಿಮಿನಲ್ ಪ್ರಕರಣ ದಾಖಲಿಸಿ ಕಠಿಣ ಕ್ರಮ ಜರುಗಿಸಬೇಕು. ರಾಜ್ಯದ ಎಲ್ಲಾ ಸಂಸದರು, ಶಾಸಕರು ಮತ್ತು ಸಚಿವರು ಒಗ್ಗಟ್ಟಿನಿಂದ ಕೇಂದ್ರ ಮತ್ತು ರಾಜ್ಯ ಸರ್ಕಾರದ ಮೇಲೆ ಒತ್ತಡ <box>1172 1062 1329 1536</box>
ad-title-english: KHANDOOBA PLYWOOD & HARDWARE CENTER <box>395 1805 1296 1848</box>
product-strip <box>237 1880 1455 1966</box>
tap-icon <box>740 1880 839 1965</box>
